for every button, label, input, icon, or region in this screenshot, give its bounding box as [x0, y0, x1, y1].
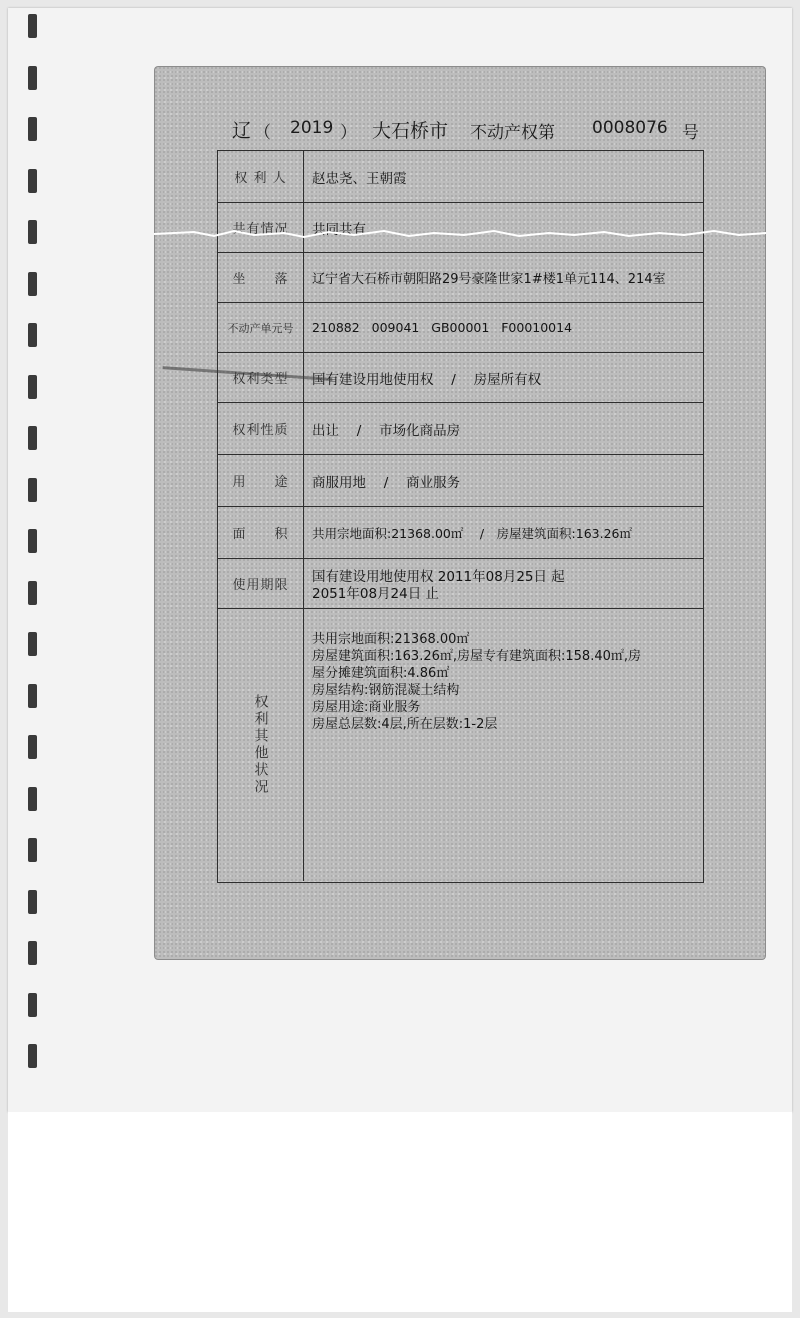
row-right-type — [218, 353, 703, 403]
certificate-table — [217, 150, 704, 883]
row-right-nature — [218, 403, 703, 455]
value-area: 共用宗地面积:21368.00㎡ / 房屋建筑面积:163.26㎡ — [312, 525, 632, 541]
binding-hole — [28, 632, 37, 656]
binding-hole — [28, 890, 37, 914]
other-status-line: 屋分摊建筑面积:4.86㎡ — [312, 666, 450, 681]
term-line: 2051年08月24日 止 — [312, 586, 440, 602]
row-unit-number — [218, 303, 703, 353]
label-right-type: 权利类型 — [218, 353, 304, 402]
label-term: 使用期限 — [218, 559, 304, 608]
binding-hole — [28, 220, 37, 244]
header-province: 辽 — [232, 120, 252, 142]
row-usage — [218, 455, 703, 507]
other-status-line: 共用宗地面积:21368.00㎡ — [312, 632, 470, 647]
other-status-line: 房屋结构:钢筋混凝土结构 — [312, 683, 460, 698]
binding-hole — [28, 838, 37, 862]
row-location — [218, 253, 703, 303]
label-unit-number: 不动产单元号 — [218, 303, 304, 352]
binding-hole — [28, 478, 37, 502]
binding-hole — [28, 684, 37, 708]
binding-hole — [28, 1044, 37, 1068]
certificate-header — [0, 112, 800, 148]
binding-hole — [28, 735, 37, 759]
label-area: 面 积 — [218, 507, 304, 558]
binding-hole — [28, 787, 37, 811]
binding-hole — [28, 272, 37, 296]
value-other-status — [312, 609, 701, 881]
header-suffix: 号 — [682, 123, 699, 143]
binding-hole — [28, 426, 37, 450]
row-area — [218, 507, 703, 559]
label-co-ownership: 共有情况 — [218, 203, 304, 252]
binding-hole — [28, 529, 37, 553]
label-right-holder: 权 利 人 — [218, 151, 304, 202]
header-paren-close: ） — [340, 123, 357, 143]
binding-hole — [28, 941, 37, 965]
value-right-type: 国有建设用地使用权 / 房屋所有权 — [312, 371, 542, 388]
header-year: 2019 — [290, 118, 334, 138]
value-term — [312, 559, 701, 608]
blank-area — [8, 1112, 792, 1312]
row-co-ownership — [218, 203, 703, 253]
binding-hole — [28, 169, 37, 193]
binding-hole — [28, 581, 37, 605]
header-right-type: 不动产权第 — [470, 123, 555, 143]
row-right-holder — [218, 151, 703, 203]
header-paren-open: （ — [254, 123, 271, 143]
other-status-line: 房屋用途:商业服务 — [312, 700, 421, 715]
binding-hole — [28, 993, 37, 1017]
term-line: 国有建设用地使用权 2011年08月25日 起 — [312, 569, 565, 585]
header-number: 0008076 — [592, 118, 668, 138]
label-other-status: 权利其他状况 — [218, 609, 304, 881]
value-usage: 商服用地 / 商业服务 — [312, 474, 461, 491]
row-other-status — [218, 609, 703, 881]
binding-hole — [28, 66, 37, 90]
row-term — [218, 559, 703, 609]
binding-hole — [28, 323, 37, 347]
label-usage: 用 途 — [218, 455, 304, 506]
header-city: 大石桥市 — [372, 120, 449, 142]
other-status-line: 房屋总层数:4层,所在层数:1-2层 — [312, 717, 498, 732]
value-location: 辽宁省大石桥市朝阳路29号豪隆世家1#楼1单元114、214室 — [312, 272, 666, 287]
value-unit-number: 210882 009041 GB00001 F00010014 — [312, 320, 573, 335]
binding-hole — [28, 14, 37, 38]
binding-hole — [28, 375, 37, 399]
value-co-ownership: 共同共有 — [312, 221, 366, 238]
other-status-line: 房屋建筑面积:163.26㎡,房屋专有建筑面积:158.40㎡,房 — [312, 649, 641, 664]
label-location: 坐 落 — [218, 253, 304, 302]
label-right-nature: 权利性质 — [218, 403, 304, 454]
value-right-nature: 出让 / 市场化商品房 — [312, 422, 461, 439]
value-right-holder: 赵忠尧、王朝霞 — [312, 170, 407, 187]
